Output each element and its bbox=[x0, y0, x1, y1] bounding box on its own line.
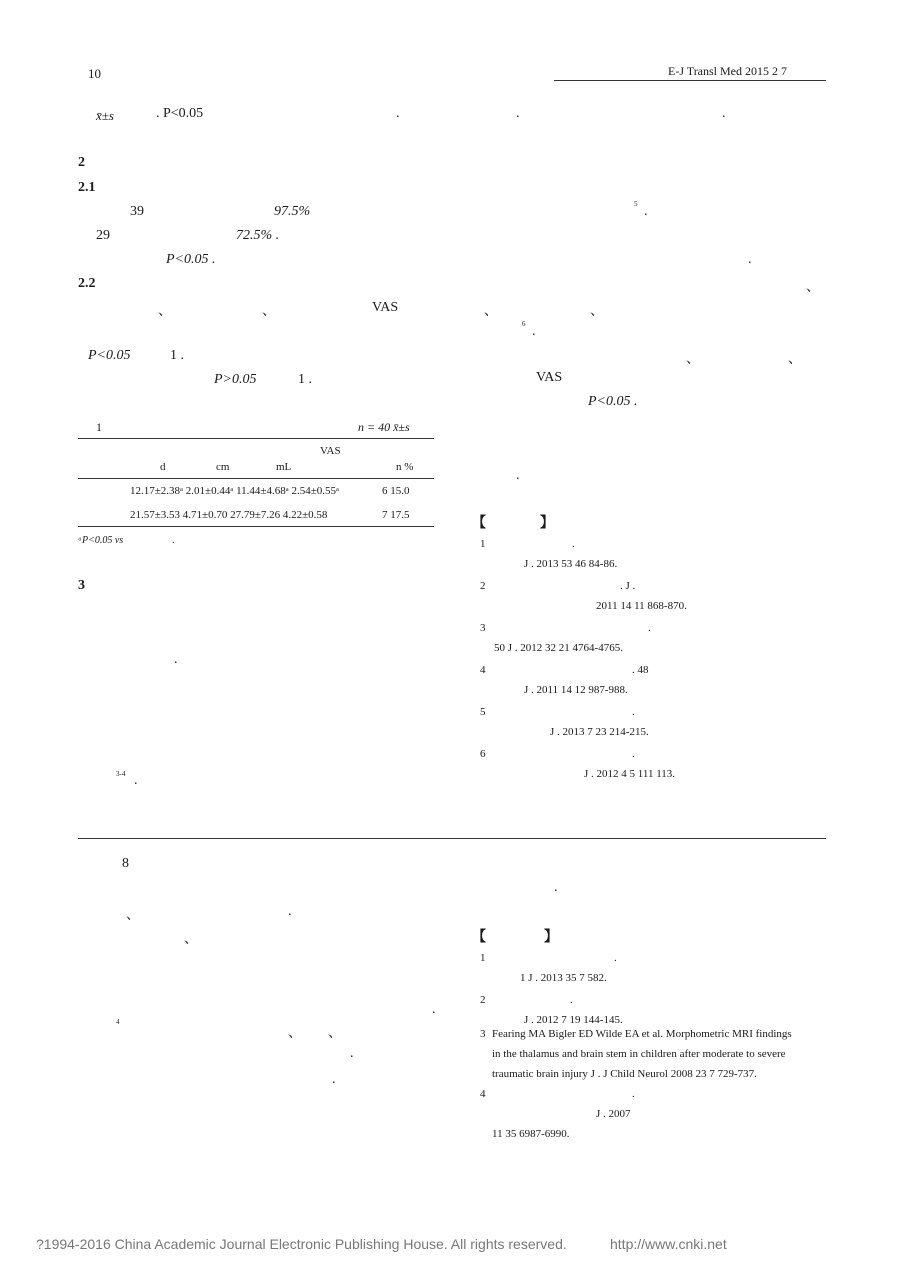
period-mark: . bbox=[748, 252, 752, 267]
ref2-2-line-2: J . 2012 7 19 144-145. bbox=[524, 1014, 623, 1026]
table-unit-d: d bbox=[160, 461, 166, 473]
enum-comma: 、 bbox=[788, 352, 802, 367]
ref-3-line-2: 50 J . 2012 32 21 4764-4765. bbox=[494, 642, 623, 654]
ref2-4-number: 4 bbox=[480, 1088, 486, 1100]
references-heading-right: 】 bbox=[540, 516, 554, 531]
table-n-label: n = 40 x̄±s bbox=[358, 420, 410, 434]
count-39: 39 bbox=[130, 204, 144, 219]
citation-6: 6 bbox=[522, 320, 526, 328]
table-footnote: ᵃP<0.05 vs bbox=[78, 535, 124, 546]
header-rule bbox=[554, 80, 826, 81]
p-value-2-2b: P>0.05 bbox=[214, 372, 257, 387]
section-2-2-heading: 2.2 bbox=[78, 276, 96, 291]
references-heading-left: 【 bbox=[472, 930, 486, 945]
section-2-heading: 2 bbox=[78, 155, 85, 170]
table-bottom-rule bbox=[78, 526, 434, 527]
citation-4: 4 bbox=[116, 1018, 120, 1026]
ref2-3-line-3: traumatic brain injury J . J Child Neurol 2008 23 7 729-737. bbox=[492, 1068, 757, 1080]
ref-6-number: 6 bbox=[480, 748, 486, 760]
period-mark: . bbox=[532, 324, 536, 339]
section-3-heading: 3 bbox=[78, 578, 85, 593]
p-value-2-1: P<0.05 . bbox=[166, 252, 216, 267]
ref-6-line-2: J . 2012 4 5 111 113. bbox=[584, 768, 676, 780]
table-row-2-n: 7 17.5 bbox=[382, 509, 410, 521]
table-footnote-end: . bbox=[172, 535, 175, 546]
significance-note: . P<0.05 bbox=[156, 106, 204, 121]
ref2-1-line-1: . bbox=[614, 952, 617, 964]
article-divider bbox=[78, 838, 826, 839]
period-mark: . bbox=[174, 652, 178, 667]
ref-2-line-2: 2011 14 11 868-870. bbox=[596, 600, 687, 612]
ref-3-number: 3 bbox=[480, 622, 486, 634]
copyright-notice: ?1994-2016 China Academic Journal Electronic Publishing House. All rights reserved. bbox=[36, 1236, 567, 1252]
ref2-3-line-2: in the thalamus and brain stem in children after moderate to severe bbox=[492, 1048, 786, 1060]
period-mark: . bbox=[288, 904, 292, 919]
period-mark: . bbox=[644, 204, 648, 219]
period-mark: . bbox=[516, 106, 520, 121]
rate-72: 72.5% . bbox=[236, 228, 280, 243]
ref-6-line-1: . bbox=[632, 748, 635, 760]
period-mark: . bbox=[722, 106, 726, 121]
table-ref-1: 1 . bbox=[170, 348, 184, 363]
table-mid-rule bbox=[78, 478, 434, 479]
vas-label: VAS bbox=[372, 300, 399, 315]
rate-97: 97.5% bbox=[274, 204, 311, 219]
enum-comma: 、 bbox=[590, 304, 604, 319]
count-8: 8 bbox=[122, 856, 129, 871]
table-row-1-n: 6 15.0 bbox=[382, 485, 410, 497]
ref-1-line-1: . bbox=[572, 538, 575, 550]
p-value-2-2a: P<0.05 bbox=[88, 348, 131, 363]
ref-4-line-1: . 48 bbox=[632, 664, 649, 676]
ref2-1-line-2: 1 J . 2013 35 7 582. bbox=[520, 972, 607, 984]
ref2-3-line-1: Fearing MA Bigler ED Wilde EA et al. Morphometric MRI findings bbox=[492, 1028, 792, 1040]
table-number: 1 bbox=[96, 420, 102, 434]
ref2-2-number: 2 bbox=[480, 994, 486, 1006]
ref-2-number: 2 bbox=[480, 580, 486, 592]
enum-comma: 、 bbox=[686, 352, 700, 367]
period-mark: . bbox=[350, 1046, 354, 1061]
cnki-url[interactable]: http://www.cnki.net bbox=[610, 1236, 727, 1252]
table-ref-2: 1 . bbox=[298, 372, 312, 387]
period-mark: . bbox=[134, 773, 138, 788]
ref2-1-number: 1 bbox=[480, 952, 486, 964]
period-mark: . bbox=[332, 1072, 336, 1087]
ref-5-line-1: . bbox=[632, 706, 635, 718]
ref-2-line-1: . J . bbox=[620, 580, 636, 592]
enum-comma: 、 bbox=[328, 1026, 342, 1041]
enum-comma: 、 bbox=[184, 932, 198, 947]
vas-label: VAS bbox=[536, 370, 563, 385]
journal-running-head: E-J Transl Med 2015 2 7 bbox=[668, 64, 788, 78]
ref2-2-line-1: . bbox=[570, 994, 573, 1006]
mean-sd-notation: x̄±s bbox=[96, 108, 114, 123]
enum-comma: 、 bbox=[484, 304, 498, 319]
page-number: 10 bbox=[88, 66, 101, 81]
period-mark: . bbox=[396, 106, 400, 121]
ref-4-line-2: J . 2011 14 12 987-988. bbox=[524, 684, 628, 696]
ref-3-line-1: . bbox=[648, 622, 651, 634]
ref-1-number: 1 bbox=[480, 538, 486, 550]
ref-1-line-2: J . 2013 53 46 84-86. bbox=[524, 558, 618, 570]
p-value-right: P<0.05 . bbox=[588, 394, 638, 409]
references-heading-left: 【 bbox=[472, 516, 486, 531]
enum-comma: 、 bbox=[158, 304, 172, 319]
period-mark: . bbox=[516, 468, 520, 483]
ref2-4-line-3: 11 35 6987-6990. bbox=[492, 1128, 570, 1140]
enum-comma: 、 bbox=[806, 280, 820, 295]
ref2-4-line-2: J . 2007 bbox=[596, 1108, 631, 1120]
table-unit-ml: mL bbox=[276, 461, 292, 473]
table-unit-cm: cm bbox=[216, 461, 230, 473]
table-unit-n: n % bbox=[396, 461, 414, 473]
enum-comma: 、 bbox=[126, 908, 140, 923]
ref-5-line-2: J . 2013 7 23 214-215. bbox=[550, 726, 649, 738]
citation-5: 5 bbox=[634, 200, 638, 208]
enum-comma: 、 bbox=[262, 304, 276, 319]
enum-comma: 、 bbox=[288, 1026, 302, 1041]
ref-5-number: 5 bbox=[480, 706, 486, 718]
ref2-4-line-1: . bbox=[632, 1088, 635, 1100]
references-heading-right: 】 bbox=[544, 930, 558, 945]
table-row-2-values: 21.57±3.53 4.71±0.70 27.79±7.26 4.22±0.58 bbox=[130, 509, 328, 521]
table-vas-header: VAS bbox=[320, 445, 341, 457]
ref-4-number: 4 bbox=[480, 664, 486, 676]
period-mark: . bbox=[554, 880, 558, 895]
citation-3-4: 3-4 bbox=[116, 770, 126, 778]
table-top-rule bbox=[78, 438, 434, 439]
count-29: 29 bbox=[96, 228, 110, 243]
period-mark: . bbox=[432, 1002, 436, 1017]
table-row-1-values: 12.17±2.38ᵃ 2.01±0.44ᵃ 11.44±4.68ᵃ 2.54±0.55ᵃ bbox=[130, 485, 340, 497]
section-2-1-heading: 2.1 bbox=[78, 180, 96, 195]
ref2-3-number: 3 bbox=[480, 1028, 486, 1040]
